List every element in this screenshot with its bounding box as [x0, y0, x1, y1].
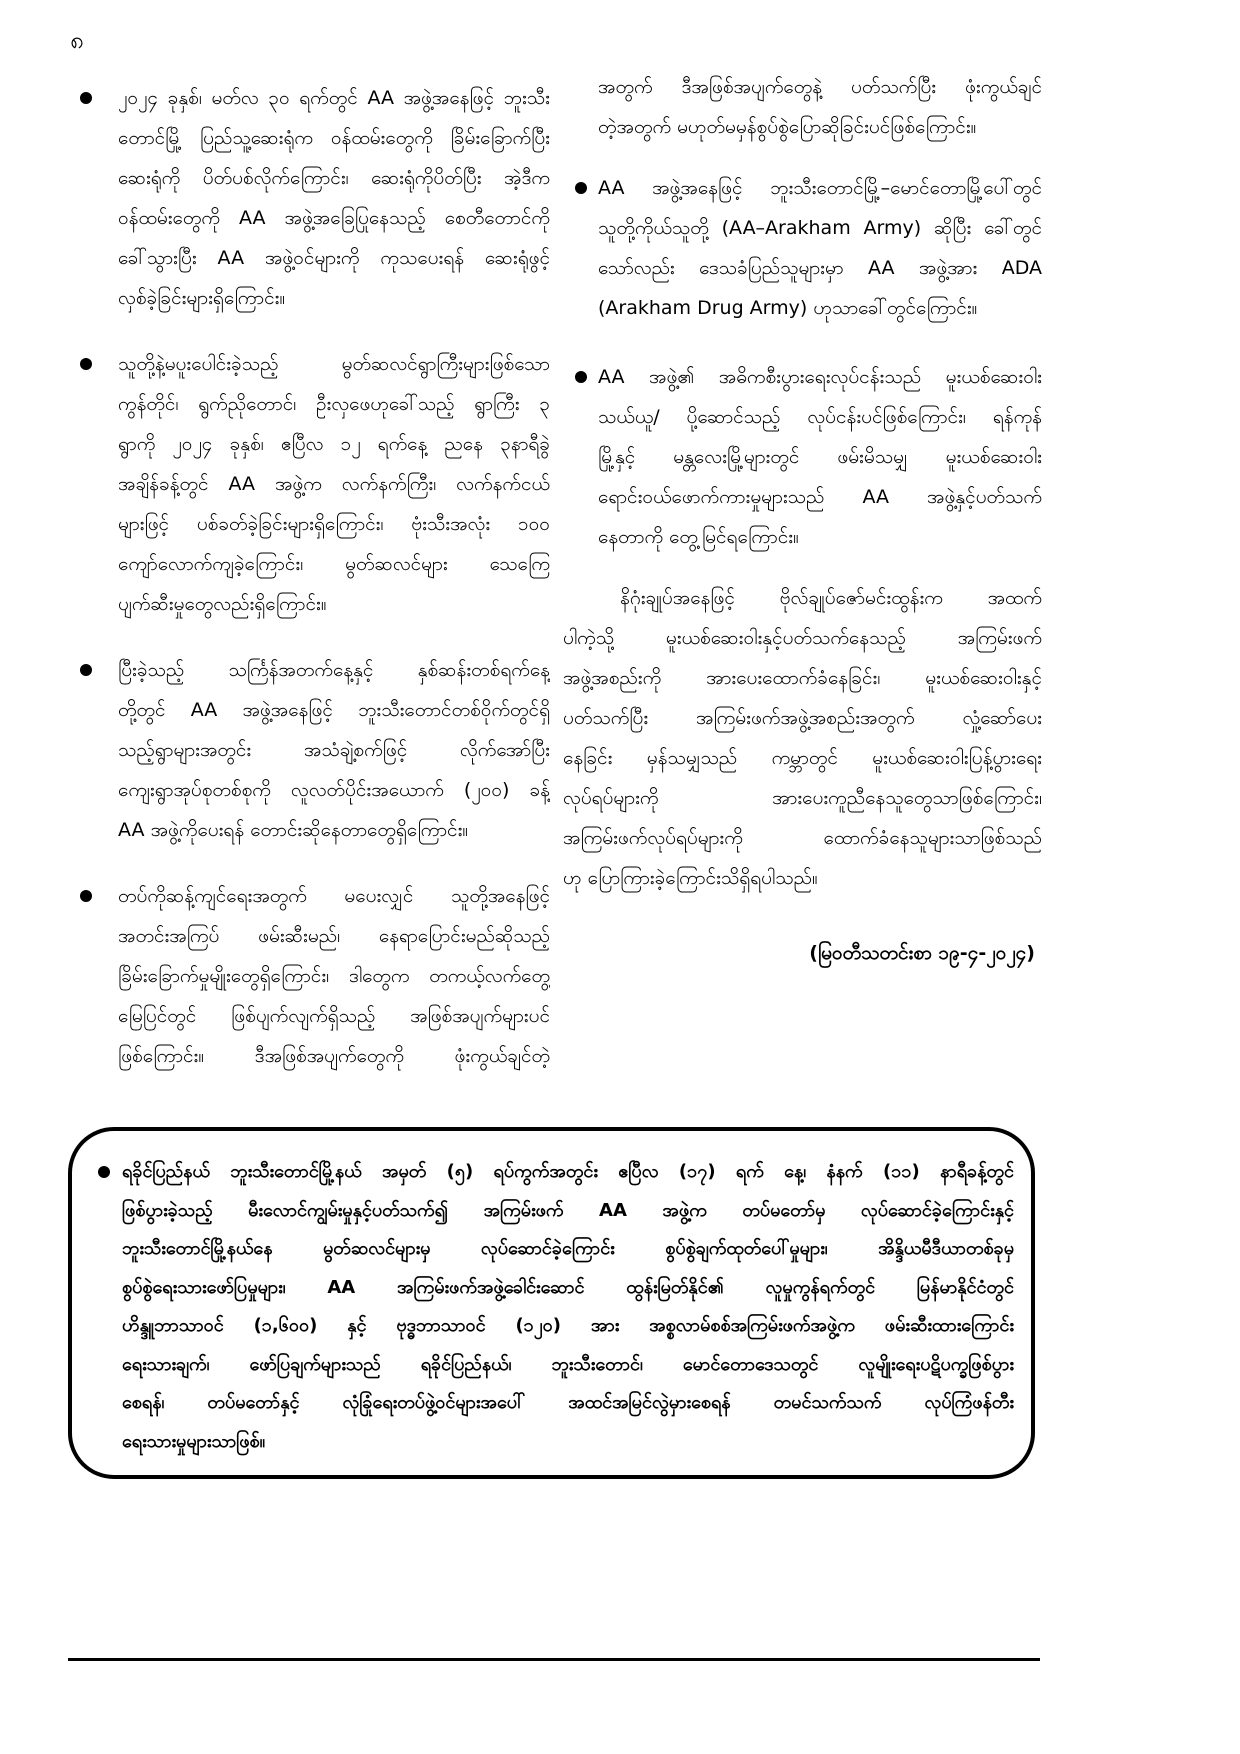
text-line: စွပ်စွဲရေးသားဖော်ပြမှုများ၊ AA အကြမ်းဖက်အဖွဲ့ခေါင်းဆောင် ထွန်းမြတ်နိုင်၏ လူမှုကွန်ရက်တွင် မြန်မာနိုင်ငံတွင် — [122, 1276, 1014, 1298]
notice-box — [68, 1127, 1035, 1479]
bullet-icon — [80, 664, 92, 676]
text-line: ကျေးရွာအုပ်စုတစ်စုကို လူလတ်ပိုင်းအယောက် (၂၀၀) ခန့် — [118, 779, 550, 801]
text-line: ဟိန္ဒူဘာသာဝင် (၁,၆၀၀) နှင့် ဗုဒ္ဓဘာသာဝင် (၁၂၀) အား အစ္စလာမ်စစ်အကြမ်းဖက်အဖွဲ့က ဖမ်းဆီးထားကြောင်း — [122, 1315, 1014, 1336]
text-line: လုပ်ရပ်များကို အားပေးကူညီနေသူတွေသာဖြစ်ကြောင်း၊ — [563, 787, 1042, 809]
text-line: ရခိုင်ပြည်နယ် ဘူးသီးတောင်မြို့နယ် အမှတ် (၅) ရပ်ကွက်အတွင်း ဧပြီလ (၁၇) ရက် နေ့၊ နံနက် (၁၁) နာရီခန့်တွင် — [122, 1161, 1014, 1182]
bullet-icon — [98, 1166, 110, 1178]
text-line: ပြီးခဲ့သည့် သင်္ကြန်အတက်နေ့နှင့် နှစ်ဆန်းတစ်ရက်နေ့ — [118, 659, 550, 681]
page-number: ၈ — [70, 26, 84, 54]
bottom-rule — [68, 1658, 1040, 1661]
text-line: အတင်းအကြပ် ဖမ်းဆီးမည်၊ နေရာပြောင်းမည်ဆိုသည့် — [118, 925, 550, 947]
text-line: နေတာကို တွေ့မြင်ရကြောင်း။ — [598, 526, 799, 548]
bullet-item — [560, 168, 1042, 328]
source-citation: (မြဝတီသတင်းစာ ၁၉-၄-၂၀၂၄) — [809, 942, 1035, 964]
text-line: ပါကဲ့သို့ မူးယစ်ဆေးဝါးနှင့်ပတ်သက်နေသည့် အကြမ်းဖက် — [563, 627, 1042, 649]
text-line: ၂၀၂၄ ခုနှစ်၊ မတ်လ ၃၀ ရက်တွင် AA အဖွဲ့အနေဖြင့် ဘူးသီး — [118, 87, 550, 109]
text-line: သူတို့ကိုယ်သူတို့ (AA–Arakham Army) ဆိုပြီး ခေါ်တွင် — [598, 217, 1042, 239]
bullet-icon — [575, 182, 587, 194]
text-line: ဘူးသီးတောင်မြို့နယ်နေ မွတ်ဆလင်များမှ လုပ်ဆောင်ခဲ့ကြောင်း စွပ်စွဲချက်ထုတ်ပေါ်မှုများ၊ အိန္ဒိယမီဒီယာတစ်ခုမှ — [122, 1238, 1014, 1259]
text-line: နေခြင်း မှန်သမျှသည် ကမ္ဘာတွင် မူးယစ်ဆေးဝါးပြန့်ပွားရေး — [563, 747, 1042, 769]
bullet-icon — [80, 890, 92, 902]
text-line: များဖြင့် ပစ်ခတ်ခဲ့ခြင်းများရှိကြောင်း၊ ဗုံးသီးအလုံး ၁၀၀ — [118, 513, 550, 535]
bullet-item — [75, 344, 550, 624]
text-line: ပျက်ဆီးမှုတွေလည်းရှိကြောင်း။ — [118, 593, 327, 615]
text-line: ခေါ်သွားပြီး AA အဖွဲ့ဝင်များကို ကုသပေးရန် ဆေးရုံဖွင့် — [118, 247, 550, 269]
text-line: ကွန်တိုင်၊ ရွက်ညိုတောင်၊ ဦးလှဖေဟုခေါ်သည့် ရွာကြီး ၃ — [118, 393, 550, 415]
left-column — [75, 78, 550, 1076]
text-line: သည့်ရွာများအတွင်း အသံချဲ့စက်ဖြင့် လိုက်အော်ပြီး — [118, 739, 550, 761]
right-column — [560, 67, 1042, 973]
text-line: တောင်မြို့ ပြည်သူ့ဆေးရုံက ဝန်ထမ်းတွေကို ခြိမ်းခြောက်ပြီး — [118, 127, 550, 149]
bullet-item — [75, 78, 550, 318]
text-line: အကြမ်းဖက်လုပ်ရပ်များကို ထောက်ခံနေသူများသာဖြစ်သည် — [563, 827, 1042, 849]
text-line: ပတ်သက်ပြီး အကြမ်းဖက်အဖွဲ့အစည်းအတွက် လှုံ့ဆော်ပေး — [563, 707, 1042, 729]
text-line: တပ်ကိုဆန့်ကျင်ရေးအတွက် မပေးလျှင် သူတို့အနေဖြင့် — [118, 885, 550, 907]
text-line: တို့တွင် AA အဖွဲ့အနေဖြင့် ဘူးသီးတောင်တစ်ဝိုက်တွင်ရှိ — [118, 699, 550, 721]
text-line: ဆေးရုံကို ပိတ်ပစ်လိုက်ကြောင်း၊ ဆေးရုံကိုပိတ်ပြီး အဲ့ဒီက — [118, 167, 550, 189]
text-line: ဟု ပြောကြားခဲ့ကြောင်းသိရှိရပါသည်။ — [563, 867, 818, 889]
bullet-icon — [80, 92, 92, 104]
text-line: ဝန်ထမ်းတွေကို AA အဖွဲ့အခြေပြုနေသည့် စေတီတောင်ကို — [118, 207, 550, 229]
text-line: အချိန်ခန့်တွင် AA အဖွဲ့က လက်နက်ကြီး၊ လက်နက်ငယ် — [118, 473, 550, 495]
text-line: အတွက် ဒီအဖြစ်အပျက်တွေနဲ့ ပတ်သက်ပြီး ဖုံးကွယ်ချင် — [598, 76, 1042, 98]
text-line: စေရန်၊ တပ်မတော်နှင့် လုံခြုံရေးတပ်ဖွဲ့ဝင်များအပေါ် အထင်အမြင်လွဲမှားစေရန် တမင်သက်သက် လုပ်ကြံဖန်တီး — [122, 1392, 1014, 1413]
bullet-icon — [575, 371, 587, 383]
text-line: ခြိမ်းခြောက်မှုမျိုးတွေရှိကြောင်း၊ ဒါတွေက တကယ့်လက်တွေ့ — [118, 965, 550, 987]
bullet-item — [75, 650, 550, 850]
text-line: တဲ့အတွက် မဟုတ်မမှန်စွပ်စွဲပြောဆိုခြင်းပင်ဖြစ်ကြောင်း။ — [598, 116, 977, 138]
conclusion-paragraph — [560, 578, 1042, 898]
bullet-icon — [80, 358, 92, 370]
text-line: နိဂုံးချုပ်အနေဖြင့် ဗိုလ်ချုပ်ဇော်မင်းထွန်းက အထက် — [620, 587, 1042, 609]
text-line: မြေပြင်တွင် ဖြစ်ပျက်လျက်ရှိသည့် အဖြစ်အပျက်များပင် — [118, 1005, 550, 1027]
text-line: သူတို့နဲ့မပူးပေါင်းခဲ့သည့် မွတ်ဆလင်ရွာကြီးများဖြစ်သော — [118, 353, 550, 375]
text-line: အဖွဲ့အစည်းကို အားပေးထောက်ခံနေခြင်း၊ မူးယစ်ဆေးဝါးနှင့် — [563, 667, 1042, 689]
bullet-item — [75, 876, 550, 1076]
text-line: ဖြစ်ပွားခဲ့သည့် မီးလောင်ကျွမ်းမှုနှင့်ပတ်သက်၍ အကြမ်းဖက် AA အဖွဲ့က တပ်မတော်မှ လုပ်ဆောင်ခဲ့ကြောင်းနှင့် — [122, 1199, 1014, 1221]
text-line: မြို့နှင့် မန္တလေးမြို့များတွင် ဖမ်းမိသမျှ မူးယစ်ဆေးဝါး — [598, 446, 1042, 468]
text-line: ရွာကို ၂၀၂၄ ခုနှစ်၊ ဧပြီလ ၁၂ ရက်နေ့ ညနေ ၃နာရီခွဲ — [118, 433, 550, 455]
text-line: AA အဖွဲ့အနေဖြင့် ဘူးသီးတောင်မြို့–မောင်တောမြို့ပေါ်တွင် — [598, 177, 1042, 199]
bullet-item — [560, 357, 1042, 557]
text-line: လှစ်ခဲ့ခြင်းများရှိကြောင်း။ — [118, 287, 286, 309]
text-line: AA အဖွဲ့ကိုပေးရန် တောင်းဆိုနေတာတွေရှိကြောင်း။ — [118, 819, 469, 841]
text-line: (Arakham Drug Army) ဟုသာခေါ်တွင်ကြောင်း။ — [598, 297, 978, 319]
continued-paragraph — [560, 67, 1042, 147]
notice-bullet — [122, 1153, 1014, 1461]
text-line: ဖြစ်ကြောင်း။ ဒီအဖြစ်အပျက်တွေကို ဖုံးကွယ်ချင်တဲ့ — [118, 1045, 550, 1067]
text-line: ကျော်လောက်ကျခဲ့ကြောင်း၊ မွတ်ဆလင်များ သေကြေ — [118, 553, 550, 575]
text-line: သယ်ယူ/ ပို့ဆောင်သည့် လုပ်ငန်းပင်ဖြစ်ကြောင်း၊ ရန်ကုန် — [598, 406, 1042, 428]
text-line: AA အဖွဲ့၏ အဓိကစီးပွားရေးလုပ်ငန်းသည် မူးယစ်ဆေးဝါး — [598, 366, 1042, 388]
text-line: ရေးသားချက်၊ ဖော်ပြချက်များသည် ရခိုင်ပြည်နယ်၊ ဘူးသီးတောင်၊ မောင်တောဒေသတွင် လူမျိုးရေးပဋိပက္ခဖြစ်ပွား — [122, 1353, 1014, 1375]
text-line: သော်လည်း ဒေသခံပြည်သူများမှာ AA အဖွဲ့အား ADA — [598, 257, 1042, 279]
text-line: ရေးသားမှုများသာဖြစ်။ — [122, 1430, 266, 1452]
text-line: ရောင်းဝယ်ဖောက်ကားမှုများသည် AA အဖွဲ့နှင့်ပတ်သက် — [598, 486, 1042, 508]
